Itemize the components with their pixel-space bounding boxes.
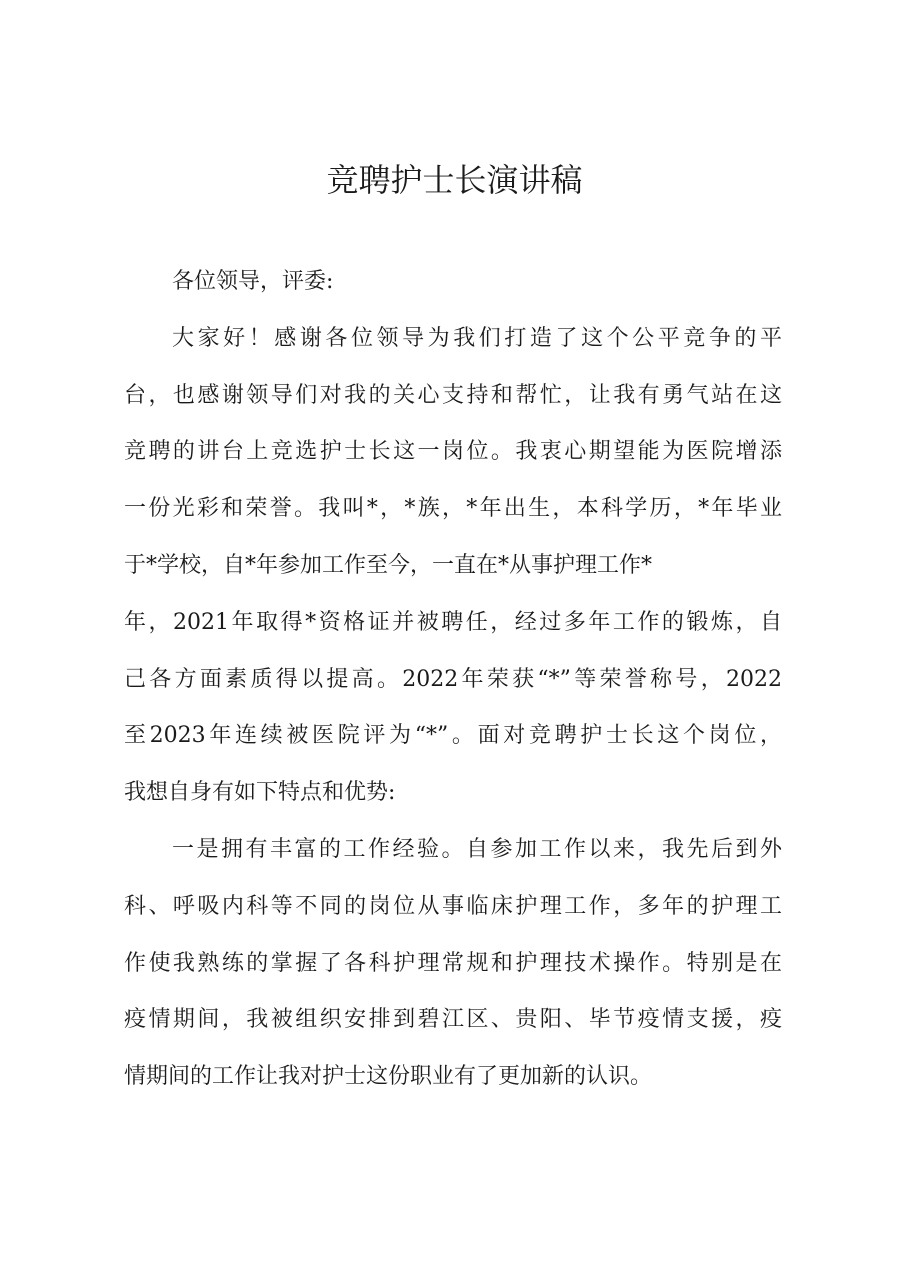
paragraph-1 <box>124 311 782 822</box>
paragraph-line: 我想自身有如下特点和优势: <box>124 780 396 806</box>
paragraph-line: 台，也感谢领导们对我的关心支持和帮忙，让我有勇气站在这 <box>124 382 782 408</box>
paragraph-line: 情期间的工作让我对护士这份职业有了更加新的认识。 <box>124 1064 653 1090</box>
paragraph-line: 于*学校，自*年参加工作至今，一直在*从事护理工作* <box>124 552 653 578</box>
paragraph-line: 科、呼吸内科等不同的岗位从事临床护理工作，多年的护理工 <box>124 893 782 919</box>
paragraph-line: 至2023年连续被医院评为“*”。面对竞聘护士长这个岗位， <box>124 723 782 749</box>
paragraph-line: 一份光彩和荣誉。我叫*，*族，*年出生，本科学历，*年毕业 <box>124 496 782 522</box>
paragraph-line: 年，2021年取得*资格证并被聘任，经过多年工作的锻炼，自 <box>124 609 782 635</box>
paragraph-line: 作使我熟练的掌握了各科护理常规和护理技术操作。特别是在 <box>124 950 782 976</box>
paragraph-line: 竞聘的讲台上竞选护士长这一岗位。我衷心期望能为医院增添 <box>124 439 782 465</box>
paragraph-2 <box>124 822 782 1106</box>
document-title: 竞聘护士长演讲稿 <box>326 161 583 199</box>
salutation: 各位领导，评委: <box>172 269 334 294</box>
paragraph-line: 大家好！感谢各位领导为我们打造了这个公平竞争的平 <box>172 325 782 351</box>
document-body <box>124 254 782 1106</box>
paragraph-line: 疫情期间，我被组织安排到碧江区、贵阳、毕节疫情支援，疫 <box>124 1007 782 1033</box>
paragraph-line: 己各方面素质得以提高。2022年荣获“*”等荣誉称号，2022 <box>124 666 782 692</box>
paragraph-line: 一是拥有丰富的工作经验。自参加工作以来，我先后到外 <box>172 836 782 862</box>
